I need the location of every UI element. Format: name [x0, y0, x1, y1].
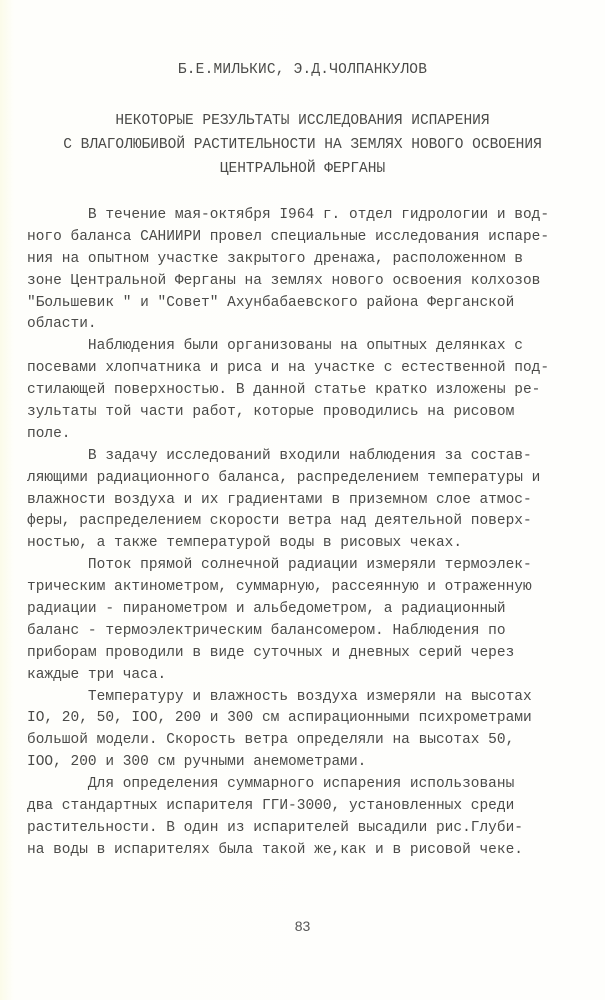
text-line: ния на опытном участке закрытого дренажа, расположенном в	[27, 250, 523, 267]
text-line: ного баланса САНИИРИ провел специальные исследования испаре-	[27, 228, 550, 245]
text-line: феры, распределением скорости ветра над деятельной поверх-	[27, 513, 532, 530]
title-line: ЦЕНТРАЛЬНОЙ ФЕРГАНЫ	[219, 161, 386, 177]
text-line: каждые три часа.	[27, 666, 167, 683]
text-line: баланс - термоэлектрическим балансомером. Наблюдения по	[27, 622, 506, 639]
authors: Б.Е.МИЛЬКИС, Э.Д.ЧОЛПАНКУЛОВ	[177, 62, 428, 78]
title-line: С ВЛАГОЛЮБИВОЙ РАСТИТЕЛЬНОСТИ НА ЗЕМЛЯХ НОВОГО ОСВОЕНИЯ	[63, 137, 542, 153]
text-line: на воды в испарителях была такой же,как и в рисовой чеке.	[27, 841, 523, 858]
text-line: "Большевик " и "Совет" Ахунбабаевского района Ферганской	[27, 294, 515, 311]
text-line: зоне Центральной Ферганы на землях нового освоения колхозов	[27, 272, 541, 289]
text-line: Для определения суммарного испарения использованы	[27, 776, 515, 793]
title-line: НЕКОТОРЫЕ РЕЗУЛЬТАТЫ ИССЛЕДОВАНИЯ ИСПАРЕНИЯ	[115, 113, 490, 129]
text-line: В задачу исследований входили наблюдения за состав-	[27, 447, 532, 464]
text-line: В течение мая-октября I964 г. отдел гидрологии и вод-	[27, 207, 550, 223]
text-line: Поток прямой солнечной радиации измеряли термоэлек-	[27, 557, 532, 574]
article-title	[0, 109, 605, 181]
text-line: стилающей поверхностью. В данной статье кратко изложены ре-	[27, 382, 541, 399]
text-line: Температуру и влажность воздуха измеряли на высотах	[27, 688, 532, 705]
text-line: приборам проводили в виде суточных и дневных серий через	[27, 644, 515, 661]
text-line: влажности воздуха и их градиентами в приземном слое атмос-	[27, 491, 532, 508]
text-line: большой модели. Скорость ветра определяли на высотах 50,	[27, 732, 515, 749]
text-line: зультаты той части работ, которые проводились на рисовом	[27, 404, 515, 421]
text-line: области.	[27, 316, 97, 333]
text-line: IOO, 200 и 300 см ручными анемометрами.	[27, 754, 367, 771]
text-line: ностью, а также температурой воды в рисовых чеках.	[27, 535, 463, 552]
text-line: трическим актинометром, суммарную, рассеянную и отраженную	[27, 579, 532, 596]
text-line: радиации - пиранометром и альбедометром, а радиационный	[27, 601, 506, 618]
page-number: 83	[294, 918, 311, 934]
text-line: растительности. В один из испарителей высадили рис.Глуби-	[27, 819, 523, 836]
text-line: поле.	[27, 425, 71, 442]
text-line: Наблюдения были организованы на опытных делянках с	[27, 338, 523, 355]
text-line: IO, 20, 50, IOO, 200 и 300 см аспирационными психрометрами	[27, 710, 532, 727]
text-line: посевами хлопчатника и риса и на участке с естественной под-	[27, 360, 550, 377]
text-line: два стандартных испарителя ГГИ-3000, установленных среди	[27, 798, 515, 815]
body-text	[27, 205, 587, 862]
text-line: ляющими радиационного баланса, распределением температуры и	[27, 469, 541, 486]
